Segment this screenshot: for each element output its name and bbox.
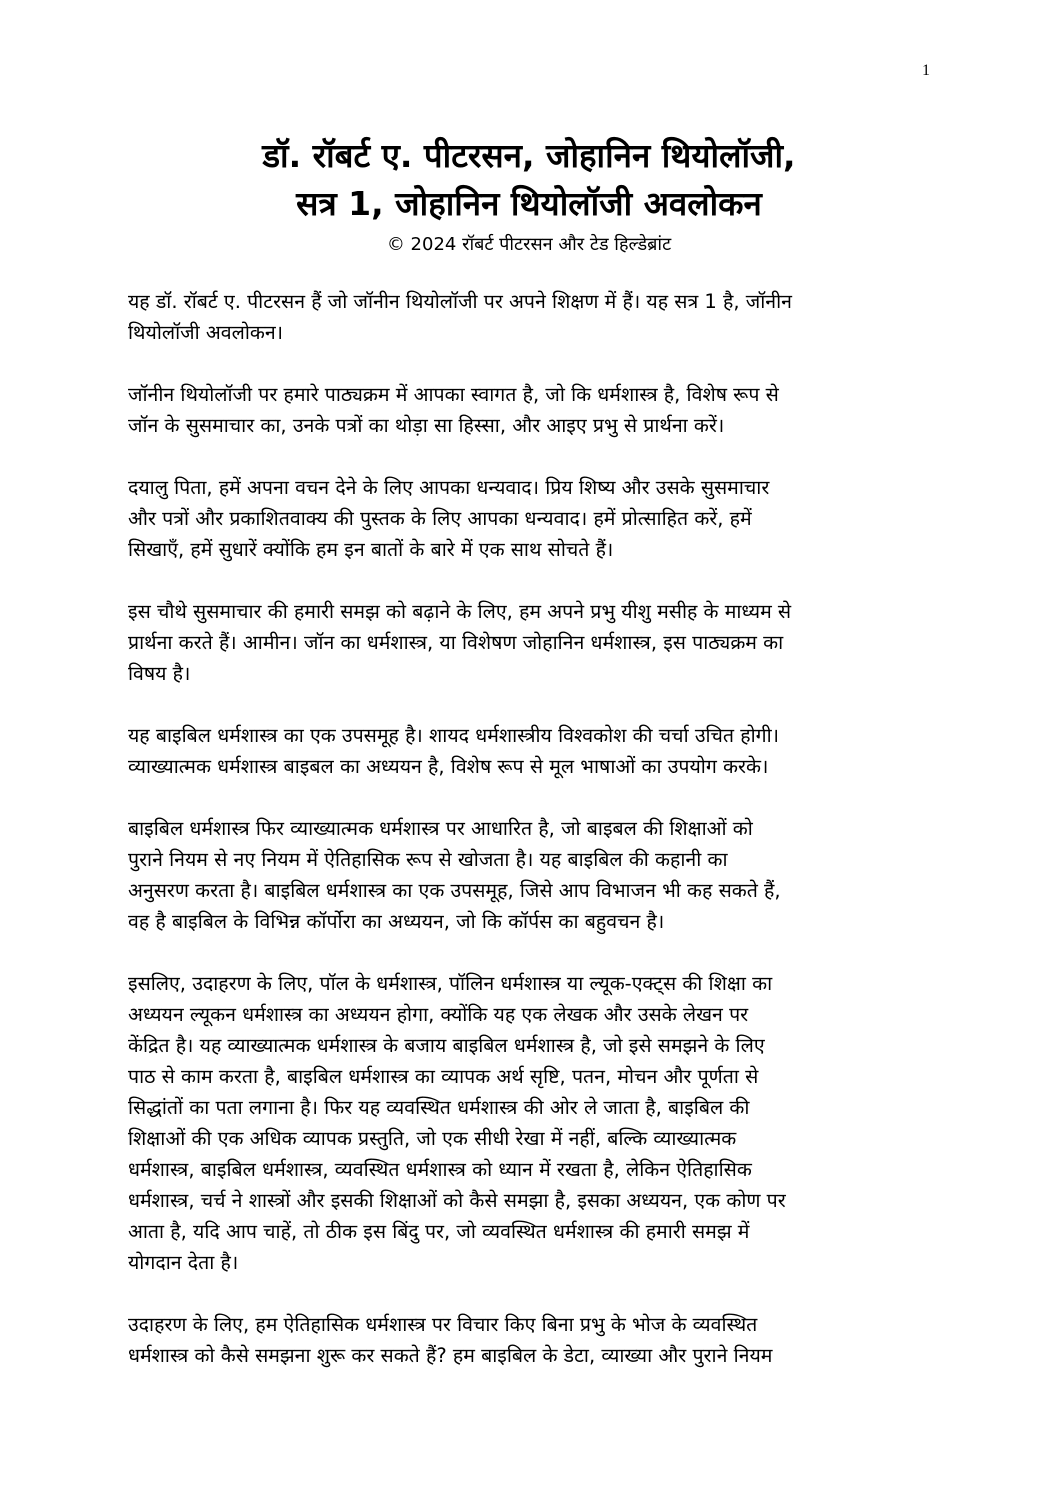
paragraph (128, 720, 938, 782)
text-line: पाठ से काम करता है, बाइबिल धर्मशास्त्र का व्यापक अर्थ सृष्टि, पतन, मोचन और पूर्णता से (128, 1065, 759, 1088)
text-line: यह बाइबिल धर्मशास्त्र का एक उपसमूह है। शायद धर्मशास्त्रीय विश्वकोश की चर्चा उचित होगी। (128, 724, 780, 747)
text-line: यह डॉ. रॉबर्ट ए. पीटरसन हैं जो जॉनीन थियोलॉजी पर अपने शिक्षण में हैं। यह सत्र 1 है, जॉनीन (128, 290, 793, 313)
text-line: उदाहरण के लिए, हम ऐतिहासिक धर्मशास्त्र पर विचार किए बिना प्रभु के भोज के व्यवस्थित (128, 1313, 758, 1336)
title-line-2: सत्र 1, जोहानिन थियोलॉजी अवलोकन (296, 184, 762, 223)
text-line: धर्मशास्त्र, चर्च ने शास्त्रों और इसकी शिक्षाओं को कैसे समझा है, इसका अध्ययन, एक कोण पर (128, 1189, 786, 1212)
paragraph (128, 472, 938, 565)
paragraph (128, 1309, 938, 1371)
paragraph (128, 286, 938, 348)
text-line: जॉन के सुसमाचार का, उनके पत्रों का थोड़ा सा हिस्सा, और आइए प्रभु से प्रार्थना करें। (128, 414, 725, 437)
text-line: और पत्रों और प्रकाशितवाक्य की पुस्तक के लिए आपका धन्यवाद। हमें प्रोत्साहित करें, हमें (128, 507, 752, 530)
text-line: अनुसरण करता है। बाइबिल धर्मशास्त्र का एक उपसमूह, जिसे आप विभाजन भी कह सकते हैं, (128, 879, 781, 902)
text-line: इसलिए, उदाहरण के लिए, पॉल के धर्मशास्त्र, पॉलिन धर्मशास्त्र या ल्यूक-एक्ट्स की शिक्षा का (128, 972, 773, 995)
text-line: प्रार्थना करते हैं। आमीन। जॉन का धर्मशास्त्र, या विशेषण जोहानिन धर्मशास्त्र, इस पाठ्यक्रम का (128, 631, 784, 654)
text-line: बाइबिल धर्मशास्त्र फिर व्याख्यात्मक धर्मशास्त्र पर आधारित है, जो बाइबल की शिक्षाओं को (128, 817, 753, 840)
text-line: अध्ययन ल्यूकन धर्मशास्त्र का अध्ययन होगा, क्योंकि यह एक लेखक और उसके लेखन पर (128, 1003, 749, 1026)
text-line: धर्मशास्त्र, बाइबिल धर्मशास्त्र, व्यवस्थित धर्मशास्त्र को ध्यान में रखता है, लेकिन ऐतिहासिक (128, 1158, 752, 1181)
text-line: सिखाएँ, हमें सुधारें क्योंकि हम इन बातों के बारे में एक साथ सोचते हैं। (128, 538, 614, 561)
paragraph (128, 379, 938, 441)
text-line: थियोलॉजी अवलोकन। (128, 321, 284, 344)
page-number: 1 (922, 62, 930, 79)
text-line: दयालु पिता, हमें अपना वचन देने के लिए आपका धन्यवाद। प्रिय शिष्य और उसके सुसमाचार (128, 476, 770, 499)
text-line: वह है बाइबिल के विभिन्न कॉर्पोरा का अध्ययन, जो कि कॉर्पस का बहुवचन है। (128, 910, 665, 933)
text-line: पुराने नियम से नए नियम में ऐतिहासिक रूप से खोजता है। यह बाइबिल की कहानी का (128, 848, 728, 871)
text-line: व्याख्यात्मक धर्मशास्त्र बाइबल का अध्ययन है, विशेष रूप से मूल भाषाओं का उपयोग करके। (128, 755, 769, 778)
document-title (0, 132, 1058, 228)
text-line: शिक्षाओं की एक अधिक व्यापक प्रस्तुति, जो एक सीधी रेखा में नहीं, बल्कि व्याख्यात्मक (128, 1127, 737, 1150)
paragraph (128, 968, 938, 1278)
text-line: आता है, यदि आप चाहें, तो ठीक इस बिंदु पर, जो व्यवस्थित धर्मशास्त्र की हमारी समझ में (128, 1220, 750, 1243)
text-line: जॉनीन थियोलॉजी पर हमारे पाठ्यक्रम में आपका स्वागत है, जो कि धर्मशास्त्र है, विशेष रूप से (128, 383, 779, 406)
paragraph (128, 813, 938, 937)
text-line: केंद्रित है। यह व्याख्यात्मक धर्मशास्त्र के बजाय बाइबिल धर्मशास्त्र है, जो इसे समझने के लिए (128, 1034, 765, 1057)
paragraph (128, 596, 938, 689)
text-line: धर्मशास्त्र को कैसे समझना शुरू कर सकते हैं? हम बाइबिल के डेटा, व्याख्या और पुराने नियम (128, 1344, 773, 1367)
title-line-1: डॉ. रॉबर्ट ए. पीटरसन, जोहानिन थियोलॉजी, (262, 136, 796, 175)
text-line: योगदान देता है। (128, 1251, 239, 1274)
text-line: इस चौथे सुसमाचार की हमारी समझ को बढ़ाने के लिए, हम अपने प्रभु यीशु मसीह के माध्यम से (128, 600, 792, 623)
text-line: विषय है। (128, 662, 191, 685)
document-body (128, 286, 938, 1402)
copyright-line: © 2024 रॉबर्ट पीटरसन और टेड हिल्डेब्रांट (386, 234, 672, 255)
text-line: सिद्धांतों का पता लगाना है। फिर यह व्यवस्थित धर्मशास्त्र की ओर ले जाता है, बाइबिल की (128, 1096, 750, 1119)
